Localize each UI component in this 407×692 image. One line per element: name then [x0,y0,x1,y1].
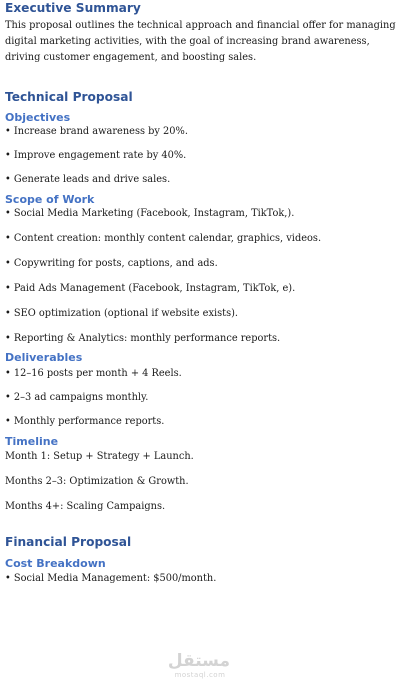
scope-item: • Reporting & Analytics: monthly performance reports. [5,333,281,344]
scope-item: • Copywriting for posts, captions, and ads. [5,258,218,269]
objective-item: • Improve engagement rate by 40%. [5,150,187,161]
scope-item: • Content creation: monthly content calendar, graphics, videos. [5,233,322,244]
objective-item: • Generate leads and drive sales. [5,174,171,185]
cost-item: • Social Media Management: $500/month. [5,573,217,584]
technical-proposal-heading: Technical Proposal [5,90,133,104]
timeline-heading: Timeline [5,435,59,448]
scope-of-work-heading: Scope of Work [5,193,95,206]
deliverable-item: • 2–3 ad campaigns monthly. [5,392,149,403]
watermark-latin-text: mostaql.com [174,671,226,679]
timeline-item: Months 2–3: Optimization & Growth. [5,476,189,487]
executive-summary-text: This proposal outlines the technical approach and financial offer for managing digital marketing activities, with the goal of increasing brand awareness, driving customer engagement, and boosting sales. [5,20,396,63]
mostaql-watermark-logo [167,651,230,679]
document-page [5,0,403,586]
scope-item: • Paid Ads Management (Facebook, Instagram, TikTok, e). [5,283,296,294]
executive-summary-heading: Executive Summary [5,1,141,15]
deliverables-heading: Deliverables [5,351,83,364]
scope-item: • SEO optimization (optional if website exists). [5,308,239,319]
objectives-heading: Objectives [5,111,71,124]
cost-breakdown-heading: Cost Breakdown [5,557,106,570]
timeline-item: Month 1: Setup + Strategy + Launch. [5,451,194,462]
deliverable-item: • 12–16 posts per month + 4 Reels. [5,368,182,379]
timeline-item: Months 4+: Scaling Campaigns. [5,501,166,512]
scope-item: • Social Media Marketing (Facebook, Instagram, TikTok,). [5,208,295,219]
deliverable-item: • Monthly performance reports. [5,416,165,427]
watermark-arabic-text: مستقل [167,651,230,671]
objective-item: • Increase brand awareness by 20%. [5,126,188,137]
financial-proposal-heading: Financial Proposal [5,535,132,549]
